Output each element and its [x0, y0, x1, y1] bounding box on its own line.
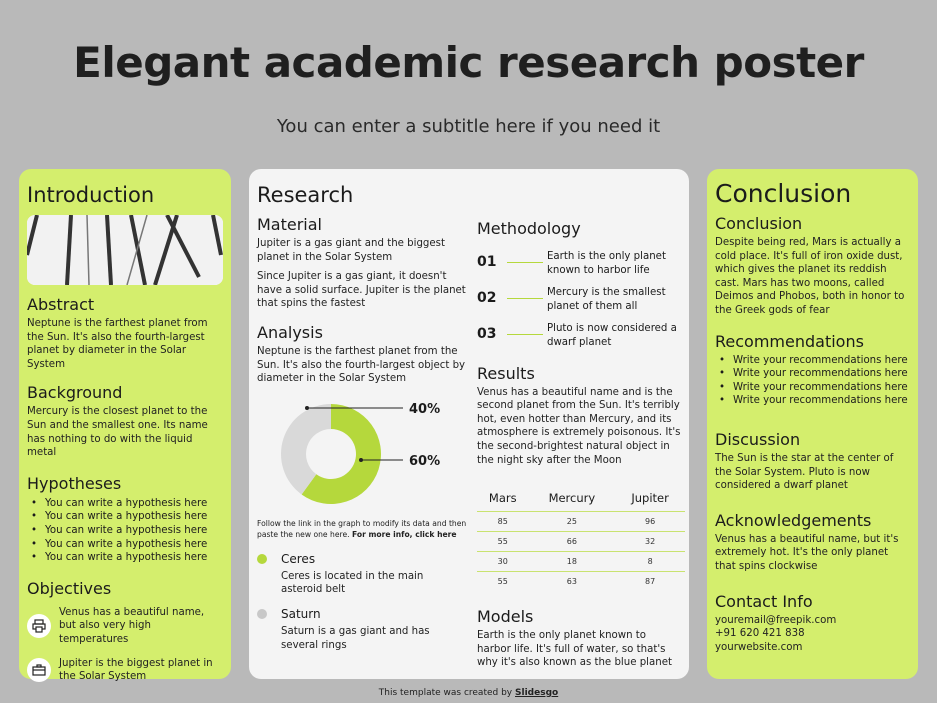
contact-email[interactable]: youremail@freepik.com [715, 614, 837, 626]
research-right-column [477, 219, 683, 670]
table-cell: 30 [477, 552, 529, 572]
table-cell: 55 [477, 532, 529, 552]
methodology-heading: Methodology [477, 219, 581, 238]
table-row [477, 552, 685, 572]
methodology-item [477, 286, 683, 313]
table-row [477, 532, 685, 552]
table-row [477, 512, 685, 532]
introduction-panel [19, 169, 231, 683]
footer-credit [0, 688, 937, 698]
objective-item [27, 657, 223, 684]
conclusion-heading: Conclusion [715, 214, 803, 233]
chart-note-text: Follow the link in the graph to modify its data and then paste the new one here. [257, 518, 467, 539]
background-text: Mercury is the closest planet to the Sun and the smallest one. Its name has nothing to do with the liquid metal [27, 406, 208, 459]
abstract-text: Neptune is the farthest planet from the Sun. It's also the fourth-largest planet by diameter in the Solar System [27, 318, 208, 370]
results-table [477, 491, 685, 591]
list-item: • You can write a hypothesis here [27, 538, 223, 552]
hypotheses-heading: Hypotheses [27, 473, 122, 493]
material-text-2: Since Jupiter is a gas giant, it doesn't have a solid surface. Jupiter is the planet that spins the fastest [257, 271, 466, 310]
pie-label-ceres: 60% [409, 453, 441, 469]
table-cell: 96 [615, 512, 685, 532]
legend-item-saturn [257, 607, 467, 621]
results-heading: Results [477, 363, 535, 383]
footer-link[interactable]: Slidesgo [515, 688, 559, 698]
column-header: Jupiter [631, 491, 669, 506]
table-cell: 18 [529, 552, 616, 572]
research-panel [249, 169, 689, 679]
introduction-heading: Introduction [27, 183, 155, 207]
table-cell: 85 [477, 512, 529, 532]
table-cell: 32 [615, 532, 685, 552]
legend-dot [257, 554, 267, 564]
objective-item [27, 606, 223, 647]
recommendations-list [715, 354, 910, 408]
table-cell: 87 [615, 572, 685, 592]
acknowledgements-heading: Acknowledgements [715, 510, 872, 530]
pie-label-dot [305, 406, 309, 410]
methodology-connector [507, 298, 543, 299]
legend-text: Saturn is a gas giant and has several rings [281, 625, 430, 651]
acknowledgements-text: Venus has a beautiful name, but it's extremely hot. It's the only planet that spins clockwise [715, 533, 899, 572]
results-text: Venus has a beautiful name and is the second planet from the Sun. It's terribly hot, even hotter than Mercury, and its atmosphere is extremely poisonous. It's the second-brightest natural object in the night sky after the Moon [477, 386, 681, 466]
list-item: • Write your recommendations here [715, 394, 910, 408]
methodology-number: 03 [477, 326, 497, 343]
conclusion-text: Despite being red, Mars is actually a cold place. It's full of iron oxide dust, which gives the planet its reddish cast. Mars has two moons, called Deimos and Phobos, both in honor to the Greek gods of fear [715, 237, 905, 316]
pie-label-dot [359, 458, 363, 462]
footer-text: This template was created by [378, 688, 513, 698]
conclusion-panel-heading: Conclusion [715, 179, 852, 208]
analysis-text: Neptune is the farthest planet from the Sun. It's also the fourth-largest object by diameter in the Solar System [257, 345, 466, 385]
table-header-row [477, 491, 685, 512]
methodology-text: Earth is the only planet known to harbor life [547, 251, 666, 276]
contact-website[interactable]: yourwebsite.com [715, 641, 803, 653]
table-row [477, 572, 685, 592]
list-item: • Write your recommendations here [715, 354, 910, 368]
discussion-heading: Discussion [715, 429, 801, 449]
analysis-donut-chart[interactable] [257, 394, 467, 514]
legend-label: Ceres [281, 551, 316, 566]
objectives-heading: Objectives [27, 578, 112, 598]
analysis-heading: Analysis [257, 322, 323, 342]
list-item: • You can write a hypothesis here [27, 510, 223, 524]
list-item: • You can write a hypothesis here [27, 551, 223, 565]
pie-label-saturn: 40% [409, 401, 441, 417]
hypotheses-list [27, 497, 223, 565]
material-text-1: Jupiter is a gas giant and the biggest planet in the Solar System [257, 238, 445, 263]
table-cell: 55 [477, 572, 529, 592]
list-item: • You can write a hypothesis here [27, 524, 223, 538]
column-header: Mercury [548, 491, 596, 506]
methodology-number: 01 [477, 254, 497, 270]
printer-icon [27, 614, 51, 638]
contact-heading: Contact Info [715, 591, 813, 611]
research-left-column [257, 183, 467, 652]
table-cell: 63 [529, 572, 616, 592]
background-heading: Background [27, 383, 123, 403]
methodology-item [477, 250, 683, 277]
recommendations-heading: Recommendations [715, 331, 864, 351]
legend-dot [257, 609, 267, 619]
methodology-item [477, 322, 683, 349]
table-cell: 66 [529, 532, 616, 552]
poster-subtitle: You can enter a subtitle here if you need it [276, 116, 661, 137]
list-item: • Write your recommendations here [715, 367, 910, 381]
legend-text: Ceres is located in the main asteroid belt [281, 570, 424, 596]
chart-note [257, 518, 467, 540]
legend-item-ceres [257, 552, 467, 566]
abstract-heading: Abstract [27, 295, 95, 314]
objective-text: Jupiter is the biggest planet in the Solar System [59, 657, 213, 683]
conclusion-panel [707, 169, 918, 679]
table-cell: 8 [615, 552, 685, 572]
discussion-text: The Sun is the star at the center of the Solar System. Pluto is now considered a dwarf planet [715, 452, 894, 492]
methodology-text: Mercury is the smallest planet of them all [547, 287, 666, 312]
methodology-number: 02 [477, 290, 497, 307]
models-heading: Models [477, 607, 534, 627]
material-heading: Material [257, 215, 322, 234]
contact-phone: +91 620 421 838 [715, 628, 805, 640]
methodology-text: Pluto is now considered a dwarf planet [547, 323, 677, 348]
list-item: • You can write a hypothesis here [27, 497, 223, 511]
objective-text: Venus has a beautiful name, but also very high temperatures [59, 606, 205, 645]
list-item: • Write your recommendations here [715, 381, 910, 395]
table-cell: 25 [529, 512, 616, 532]
column-header: Mars [488, 491, 517, 506]
chart-info-link[interactable]: For more info, click here [351, 529, 457, 539]
poster-title: Elegant academic research poster [73, 38, 864, 87]
research-heading: Research [257, 183, 354, 207]
methodology-connector [507, 262, 543, 263]
methodology-connector [507, 334, 543, 335]
briefcase-icon [27, 658, 51, 682]
legend-label: Saturn [281, 606, 321, 621]
models-text: Earth is the only planet known to harbor life. It's full of water, so that's why it's also known as the blue planet [477, 630, 672, 669]
architecture-image [27, 215, 223, 285]
